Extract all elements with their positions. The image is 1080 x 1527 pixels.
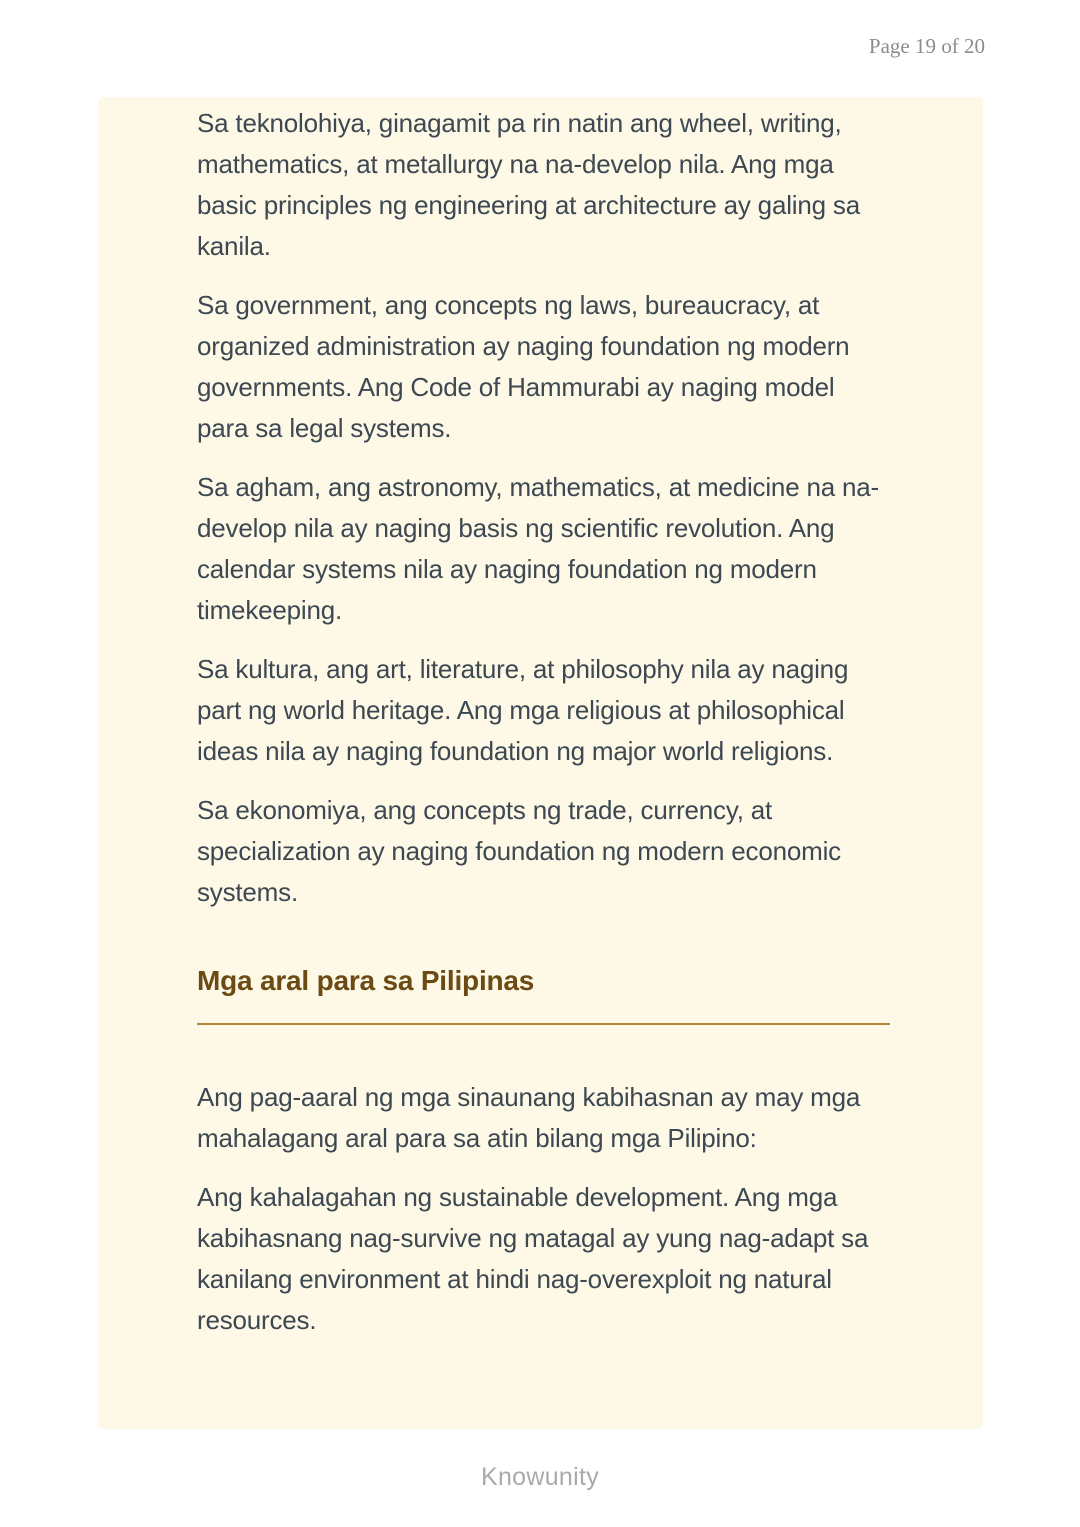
paragraph-technology: Sa teknolohiya, ginagamit pa rin natin ang wheel, writing, mathematics, at metallurgy na na-develop nila. Ang mga basic principles ng engineering at architecture ay galing sa kanila. bbox=[197, 108, 860, 261]
footer-brand: Knowunity bbox=[480, 1463, 600, 1491]
paragraph-lessons-intro: Ang pag-aaral ng mga sinaunang kabihasnan ay may mga mahalagang aral para sa atin bilang mga Pilipino: bbox=[197, 1082, 861, 1153]
paragraph-sustainable-development: Ang kahalagahan ng sustainable development. Ang mga kabihasnang nag-survive ng matagal ay yung nag-adapt sa kanilang environment at hindi nag-overexploit ng natural resources. bbox=[197, 1182, 869, 1335]
paragraph-science: Sa agham, ang astronomy, mathematics, at medicine na na-develop nila ay naging basis ng scientific revolution. Ang calendar systems nila ay naging foundation ng modern timekeeping. bbox=[197, 472, 880, 625]
paragraph-government: Sa government, ang concepts ng laws, bureaucracy, at organized administration ay naging foundation ng modern governments. Ang Code of Hammurabi ay naging model para sa legal systems. bbox=[197, 290, 850, 443]
section-heading: Mga aral para sa Pilipinas bbox=[197, 965, 535, 996]
heading-rule bbox=[197, 1023, 890, 1025]
paragraph-culture: Sa kultura, ang art, literature, at philosophy nila ay naging part ng world heritage. Ang mga religious at philosophical ideas nila ay naging foundation ng major world religions. bbox=[197, 654, 849, 766]
paragraph-economy: Sa ekonomiya, ang concepts ng trade, currency, at specialization ay naging foundation ng modern economic systems. bbox=[197, 795, 841, 907]
content-card bbox=[98, 97, 983, 1429]
page-indicator: Page 19 of 20 bbox=[868, 34, 985, 58]
